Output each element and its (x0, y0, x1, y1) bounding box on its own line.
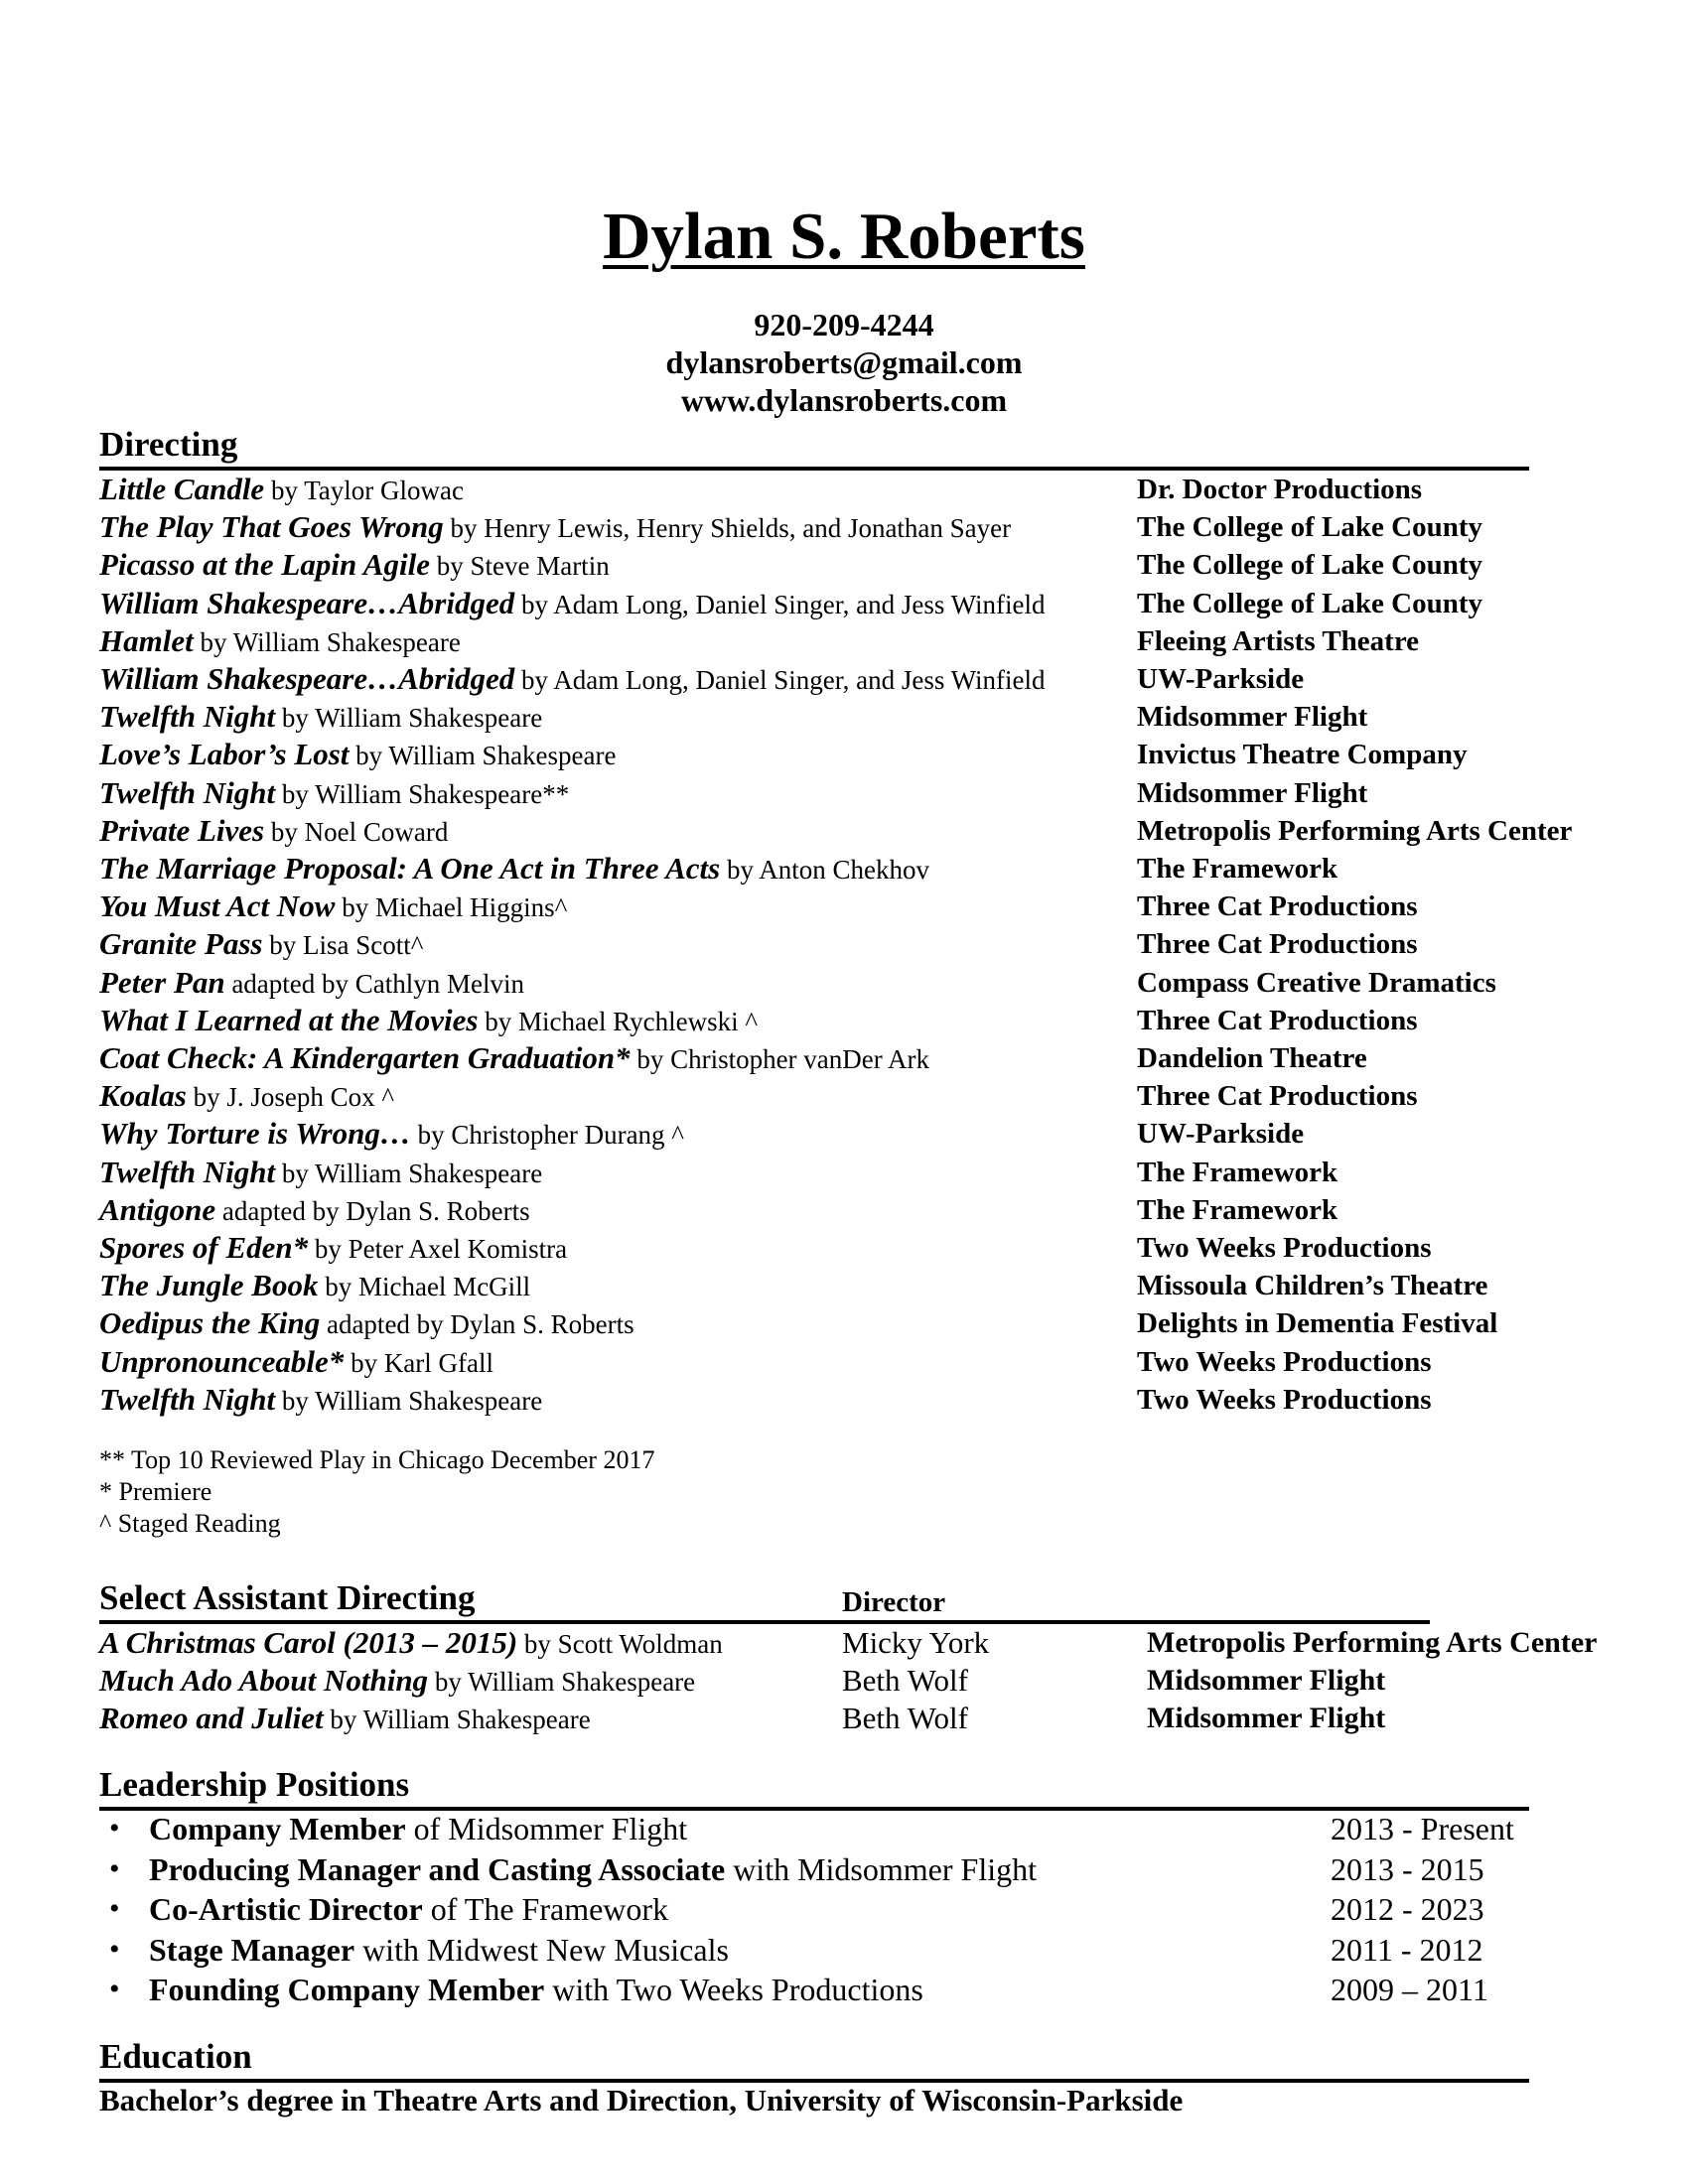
production-company: UW-Parkside (1137, 663, 1305, 695)
production-title: The Jungle Book (99, 1268, 319, 1303)
production-author: adapted by Dylan S. Roberts (215, 1195, 530, 1226)
production-company: Invictus Theatre Company (1137, 739, 1468, 771)
leadership-years: 2013 - 2015 (1331, 1850, 1484, 1887)
directing-row (99, 698, 1609, 736)
production-author: by Scott Woldman (517, 1629, 723, 1659)
directing-row (99, 1267, 1609, 1304)
production-author: by Karl Gfall (344, 1347, 494, 1378)
education-heading (99, 2035, 1529, 2083)
leadership-years: 2012 - 2023 (1331, 1891, 1484, 1927)
leadership-text (149, 1930, 729, 1970)
education-degree: Bachelor’s degree in Theatre Arts and Direction, University of Wisconsin-Parkside (99, 2083, 1184, 2117)
education-heading-text: Education (99, 2037, 252, 2076)
production-author: by J. Joseph Cox ^ (186, 1082, 395, 1113)
production-title: Twelfth Night (99, 1154, 276, 1189)
directing-row (99, 660, 1609, 698)
directing-row (99, 1115, 1609, 1153)
directing-heading (99, 423, 1529, 471)
production-company: The College of Lake County (1137, 587, 1482, 619)
directing-row (99, 1154, 1609, 1191)
production-title: The Play That Goes Wrong (99, 509, 444, 545)
leadership-role: Producing Manager and Casting Associate (149, 1850, 726, 1887)
production-company: Midsommer Flight (1137, 701, 1368, 734)
production-title: Little Candle (99, 472, 265, 506)
production-company: The Framework (1137, 1156, 1338, 1188)
production-author: by Christopher vanDer Ark (630, 1044, 930, 1074)
production-title: Twelfth Night (99, 1381, 276, 1417)
production-company: Midsommer Flight (1147, 1702, 1386, 1734)
production-company: Midsommer Flight (1147, 1664, 1386, 1697)
production-author: by Peter Axel Komistra (308, 1234, 568, 1264)
phone-number: 920-209-4244 (754, 307, 934, 342)
leadership-row (99, 1809, 1529, 1848)
bullet-icon: • (109, 1973, 120, 2005)
production-title: Unpronounceable* (99, 1343, 345, 1379)
production-author: by Michael Higgins^ (335, 892, 568, 923)
production-author: by Taylor Glowac (264, 476, 464, 505)
leadership-role: Stage Manager (149, 1931, 355, 1968)
directing-row (99, 1039, 1609, 1077)
production-title: Much Ado About Nothing (99, 1663, 429, 1698)
leadership-row (99, 1849, 1529, 1889)
leadership-role: Co-Artistic Director (149, 1891, 423, 1927)
directing-row (99, 546, 1609, 584)
production-author: by Henry Lewis, Henry Shields, and Jonathan Sayer (443, 513, 1012, 544)
leadership-text (149, 1970, 923, 2009)
bullet-icon: • (109, 1812, 120, 1844)
directing-row (99, 471, 1609, 508)
website-url[interactable]: www.dylansroberts.com (680, 382, 1008, 418)
directing-row (99, 1191, 1609, 1229)
bullet-icon: • (109, 1892, 120, 1925)
director-name: Beth Wolf (842, 1701, 968, 1735)
directing-row (99, 1002, 1609, 1039)
leadership-heading (99, 1763, 1529, 1811)
production-title: Why Torture is Wrong… (99, 1116, 411, 1152)
email-address[interactable]: dylansroberts@gmail.com (665, 344, 1023, 380)
directing-row (99, 812, 1609, 850)
production-title: Twelfth Night (99, 774, 276, 810)
director-name: Beth Wolf (842, 1663, 968, 1698)
production-company: Missoula Children’s Theatre (1137, 1270, 1488, 1302)
assistant-directing-heading (99, 1576, 1430, 1624)
directing-row (99, 585, 1609, 622)
production-title: William Shakespeare…Abridged (99, 661, 515, 696)
production-company: UW-Parkside (1137, 1118, 1305, 1151)
directing-heading-text: Directing (99, 425, 238, 464)
leadership-years: 2009 – 2011 (1331, 1972, 1488, 2007)
production-company: Three Cat Productions (1137, 1004, 1418, 1036)
directing-row (99, 1077, 1609, 1115)
production-title: A Christmas Carol (2013 – 2015) (99, 1625, 518, 1660)
leadership-years: 2013 - Present (1331, 1811, 1514, 1846)
production-company: Three Cat Productions (1137, 890, 1418, 923)
production-title: What I Learned at the Movies (99, 1002, 479, 1037)
production-company: Dr. Doctor Productions (1137, 474, 1423, 505)
production-author: by William Shakespeare (275, 703, 543, 734)
production-company: The Framework (1137, 1193, 1338, 1226)
production-title: The Marriage Proposal: A One Act in Three Acts (99, 851, 721, 886)
production-title: Love’s Labor’s Lost (99, 737, 350, 772)
production-author: adapted by Cathlyn Melvin (224, 968, 525, 999)
leadership-years: 2011 - 2012 (1331, 1931, 1483, 1968)
production-title: Coat Check: A Kindergarten Graduation* (99, 1040, 631, 1075)
production-author: by Michael Rychlewski ^ (478, 1006, 759, 1036)
directing-row (99, 508, 1609, 546)
production-company: Two Weeks Productions (1137, 1345, 1432, 1378)
production-author: by William Shakespeare** (275, 778, 570, 809)
production-author: by Anton Chekhov (720, 855, 929, 885)
assistant-directing-row (99, 1662, 1609, 1700)
production-company: Two Weeks Productions (1137, 1232, 1432, 1264)
production-author: by Christopher Durang ^ (410, 1120, 684, 1151)
production-author: adapted by Dylan S. Roberts (320, 1309, 634, 1340)
director-name: Micky York (842, 1625, 990, 1660)
leadership-row (99, 1889, 1529, 1929)
production-title: Peter Pan (99, 964, 225, 1000)
production-company: Two Weeks Productions (1137, 1383, 1432, 1416)
directing-row (99, 736, 1609, 773)
director-column-label: Director (842, 1586, 946, 1618)
production-company: Delights in Dementia Festival (1137, 1307, 1498, 1340)
production-title: Romeo and Juliet (99, 1701, 324, 1735)
production-title: Oedipus the King (99, 1305, 321, 1341)
production-company: Fleeing Artists Theatre (1137, 624, 1420, 657)
production-author: by Noel Coward (264, 816, 449, 847)
leadership-text (149, 1809, 687, 1848)
leadership-row (99, 1970, 1529, 2009)
leadership-role: Company Member (149, 1811, 406, 1846)
directing-row (99, 887, 1609, 925)
note-line: ** Top 10 Reviewed Play in Chicago December 2017 (99, 1445, 655, 1474)
production-author: by William Shakespeare (193, 626, 461, 657)
directing-row (99, 1381, 1609, 1419)
production-title: Koalas (99, 1078, 187, 1114)
production-title: Hamlet (99, 622, 194, 658)
leadership-organization: with Two Weeks Productions (544, 1972, 923, 2007)
production-author: by Lisa Scott^ (262, 930, 424, 961)
directing-row (99, 964, 1609, 1002)
production-company: Three Cat Productions (1137, 928, 1418, 961)
leadership-heading-text: Leadership Positions (99, 1765, 410, 1804)
production-author: by William Shakespeare (349, 741, 617, 771)
directing-row (99, 1229, 1609, 1267)
production-company: Three Cat Productions (1137, 1080, 1418, 1113)
production-company: Compass Creative Dramatics (1137, 966, 1496, 999)
production-title: Twelfth Night (99, 699, 276, 735)
leadership-text (149, 1849, 1037, 1889)
production-author: by William Shakespeare (275, 1385, 543, 1416)
directing-notes (99, 1444, 654, 1540)
bullet-icon: • (109, 1932, 120, 1966)
note-line: * Premiere (99, 1477, 212, 1506)
production-author: by Michael McGill (318, 1272, 531, 1302)
leadership-organization: with Midwest New Musicals (354, 1931, 729, 1968)
production-company: The Framework (1137, 853, 1338, 885)
production-author: by William Shakespeare (275, 1158, 543, 1188)
production-title: Granite Pass (99, 926, 263, 962)
leadership-row (99, 1930, 1529, 1970)
production-company: Dandelion Theatre (1137, 1042, 1367, 1074)
directing-row (99, 925, 1609, 963)
production-company: Metropolis Performing Arts Center (1147, 1626, 1598, 1659)
assistant-directing-row (99, 1624, 1609, 1662)
production-company: The College of Lake County (1137, 511, 1482, 544)
leadership-organization: of Midsommer Flight (405, 1811, 688, 1846)
directing-row (99, 1343, 1609, 1381)
production-author: by Steve Martin (429, 551, 610, 582)
production-company: The College of Lake County (1137, 549, 1482, 582)
production-title: You Must Act Now (99, 888, 336, 924)
leadership-organization: with Midsommer Flight (725, 1850, 1037, 1887)
production-author: by William Shakespeare (323, 1705, 591, 1734)
resume-name: Dylan S. Roberts (603, 200, 1085, 273)
note-line: ^ Staged Reading (99, 1509, 281, 1538)
directing-row (99, 774, 1609, 812)
assistant-directing-row (99, 1700, 1609, 1737)
production-title: Private Lives (99, 812, 265, 848)
directing-row (99, 622, 1609, 660)
production-author: by Adam Long, Daniel Singer, and Jess Winfield (514, 589, 1046, 619)
assistant-directing-heading-text: Select Assistant Directing (99, 1578, 476, 1617)
production-title: Picasso at the Lapin Agile (99, 547, 430, 583)
bullet-icon: • (109, 1851, 120, 1885)
directing-row (99, 850, 1609, 887)
directing-row (99, 1304, 1609, 1342)
leadership-role: Founding Company Member (149, 1972, 545, 2007)
production-company: Midsommer Flight (1137, 776, 1368, 809)
leadership-text (149, 1889, 668, 1929)
leadership-organization: of The Framework (422, 1891, 669, 1927)
production-author: by Adam Long, Daniel Singer, and Jess Winfield (514, 665, 1046, 695)
production-company: Metropolis Performing Arts Center (1137, 814, 1573, 847)
production-title: Antigone (99, 1191, 216, 1227)
production-title: William Shakespeare…Abridged (99, 585, 515, 620)
production-title: Spores of Eden* (99, 1230, 309, 1265)
production-author: by William Shakespeare (428, 1667, 696, 1697)
